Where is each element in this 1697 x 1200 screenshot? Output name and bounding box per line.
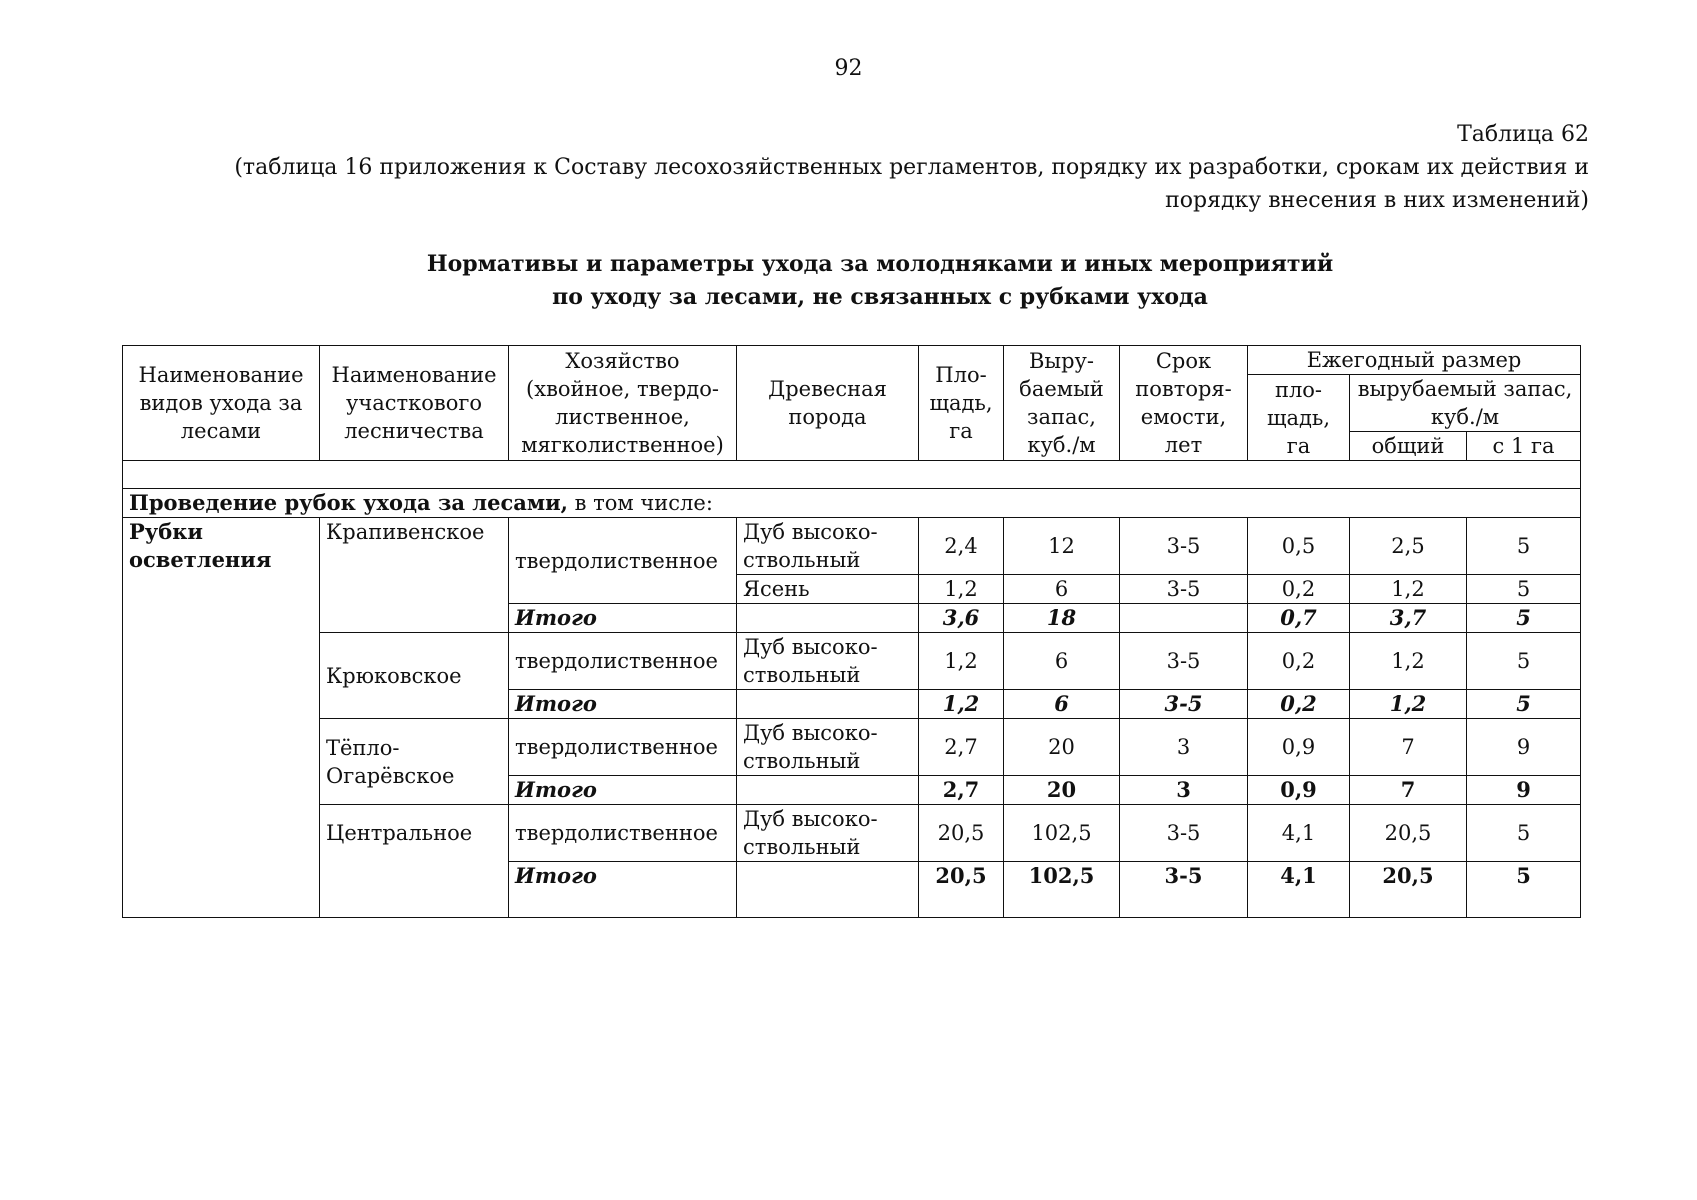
annual-per-ha-cell: 5 xyxy=(1467,518,1581,575)
annual-area-cell: 0,2 xyxy=(1248,690,1350,719)
total-label-cell: Итого xyxy=(509,862,737,918)
header-period: Срок повторя-емости, лет xyxy=(1120,346,1248,461)
species-cell: Ясень xyxy=(737,575,919,604)
annual-per-ha-cell: 5 xyxy=(1467,805,1581,862)
period-cell: 3 xyxy=(1120,776,1248,805)
care-type-cell: Рубки осветления xyxy=(123,518,320,918)
harvest-cell: 6 xyxy=(1004,690,1120,719)
annual-area-cell: 0,2 xyxy=(1248,575,1350,604)
species-cell: Дуб высоко-ствольный xyxy=(737,805,919,862)
annual-per-ha-cell: 5 xyxy=(1467,604,1581,633)
header-annual-stock: вырубаемый запас, куб./м xyxy=(1350,375,1581,432)
annual-area-cell: 0,9 xyxy=(1248,719,1350,776)
regulations-table xyxy=(122,345,1581,918)
harvest-cell: 20 xyxy=(1004,719,1120,776)
annual-total-cell: 3,7 xyxy=(1350,604,1467,633)
page-number: 92 xyxy=(834,56,863,81)
annual-per-ha-cell: 9 xyxy=(1467,776,1581,805)
section-row xyxy=(123,489,1581,518)
area-cell: 3,6 xyxy=(919,604,1004,633)
section-subtitle: в том числе: xyxy=(567,491,713,515)
species-cell: Дуб высоко-ствольный xyxy=(737,633,919,690)
economy-cell: твердолиственное xyxy=(509,805,737,862)
annual-total-cell: 20,5 xyxy=(1350,805,1467,862)
area-cell: 2,4 xyxy=(919,518,1004,575)
annual-per-ha-cell: 5 xyxy=(1467,862,1581,918)
forestry-cell: Тёпло-Огарёвское xyxy=(320,719,509,805)
header-harvest: Выру-баемый запас, куб./м xyxy=(1004,346,1120,461)
annual-per-ha-cell: 5 xyxy=(1467,575,1581,604)
forestry-cell: Центральное xyxy=(320,805,509,918)
annual-total-cell: 7 xyxy=(1350,776,1467,805)
annual-area-cell: 4,1 xyxy=(1248,862,1350,918)
annual-total-cell: 2,5 xyxy=(1350,518,1467,575)
species-cell xyxy=(737,776,919,805)
section-cell xyxy=(123,489,1581,518)
header-annual-area: пло-щадь, га xyxy=(1248,375,1350,461)
header-economy: Хозяйство (хвойное, твердо-лиственное, мягколиственное) xyxy=(509,346,737,461)
forestry-cell: Крюковское xyxy=(320,633,509,719)
section-title: Проведение рубок ухода за лесами, xyxy=(129,490,568,515)
area-cell: 1,2 xyxy=(919,690,1004,719)
economy-cell: твердолиственное xyxy=(509,633,737,690)
total-label-cell: Итого xyxy=(509,604,737,633)
harvest-cell: 102,5 xyxy=(1004,805,1120,862)
species-cell xyxy=(737,604,919,633)
header-annual: Ежегодный размер xyxy=(1248,346,1581,375)
table-row xyxy=(123,518,1581,575)
period-cell xyxy=(1120,604,1248,633)
harvest-cell: 18 xyxy=(1004,604,1120,633)
title-line-2: по уходу за лесами, не связанных с рубками ухода xyxy=(552,284,1208,310)
period-cell: 3-5 xyxy=(1120,805,1248,862)
area-cell: 2,7 xyxy=(919,776,1004,805)
header-annual-per-ha: с 1 га xyxy=(1467,432,1581,461)
area-cell: 1,2 xyxy=(919,633,1004,690)
annual-area-cell: 0,9 xyxy=(1248,776,1350,805)
empty-cell xyxy=(123,461,1581,489)
header-row-1 xyxy=(123,346,1581,375)
table-label: Таблица 62 xyxy=(1457,122,1589,147)
annual-total-cell: 1,2 xyxy=(1350,575,1467,604)
annual-total-cell: 1,2 xyxy=(1350,690,1467,719)
table-row xyxy=(123,719,1581,776)
table-note: (таблица 16 приложения к Составу лесохозяйственных регламентов, порядку их разработки, срокам их действия и порядку внесения в них изменений) xyxy=(234,155,1589,213)
total-label-cell: Итого xyxy=(509,690,737,719)
economy-cell: твердолиственное xyxy=(509,719,737,776)
annual-per-ha-cell: 9 xyxy=(1467,719,1581,776)
period-cell: 3-5 xyxy=(1120,633,1248,690)
annual-total-cell: 1,2 xyxy=(1350,633,1467,690)
species-cell xyxy=(737,690,919,719)
harvest-cell: 102,5 xyxy=(1004,862,1120,918)
empty-row xyxy=(123,461,1581,489)
annual-total-cell: 7 xyxy=(1350,719,1467,776)
species-cell: Дуб высоко-ствольный xyxy=(737,518,919,575)
table-reference xyxy=(189,118,1589,217)
header-forestry: Наименование участкового лесничества xyxy=(320,346,509,461)
document-title xyxy=(0,248,1697,314)
header-species: Древесная порода xyxy=(737,346,919,461)
table-row xyxy=(123,633,1581,690)
area-cell: 20,5 xyxy=(919,805,1004,862)
harvest-cell: 12 xyxy=(1004,518,1120,575)
annual-area-cell: 4,1 xyxy=(1248,805,1350,862)
harvest-cell: 6 xyxy=(1004,633,1120,690)
area-cell: 20,5 xyxy=(919,862,1004,918)
period-cell: 3 xyxy=(1120,719,1248,776)
species-cell: Дуб высоко-ствольный xyxy=(737,719,919,776)
area-cell: 1,2 xyxy=(919,575,1004,604)
annual-area-cell: 0,5 xyxy=(1248,518,1350,575)
total-label-cell: Итого xyxy=(509,776,737,805)
period-cell: 3-5 xyxy=(1120,862,1248,918)
period-cell: 3-5 xyxy=(1120,575,1248,604)
area-cell: 2,7 xyxy=(919,719,1004,776)
title-line-1: Нормативы и параметры ухода за молодняками и иных мероприятий xyxy=(426,251,1334,277)
annual-area-cell: 0,2 xyxy=(1248,633,1350,690)
header-area: Пло-щадь, га xyxy=(919,346,1004,461)
annual-per-ha-cell: 5 xyxy=(1467,633,1581,690)
harvest-cell: 20 xyxy=(1004,776,1120,805)
harvest-cell: 6 xyxy=(1004,575,1120,604)
period-cell: 3-5 xyxy=(1120,690,1248,719)
species-cell xyxy=(737,862,919,918)
period-cell: 3-5 xyxy=(1120,518,1248,575)
annual-total-cell: 20,5 xyxy=(1350,862,1467,918)
header-care-type: Наименование видов ухода за лесами xyxy=(123,346,320,461)
annual-per-ha-cell: 5 xyxy=(1467,690,1581,719)
table-row xyxy=(123,805,1581,862)
header-annual-total: общий xyxy=(1350,432,1467,461)
forestry-cell: Крапивенское xyxy=(320,518,509,633)
economy-cell: твердолиственное xyxy=(509,518,737,604)
annual-area-cell: 0,7 xyxy=(1248,604,1350,633)
